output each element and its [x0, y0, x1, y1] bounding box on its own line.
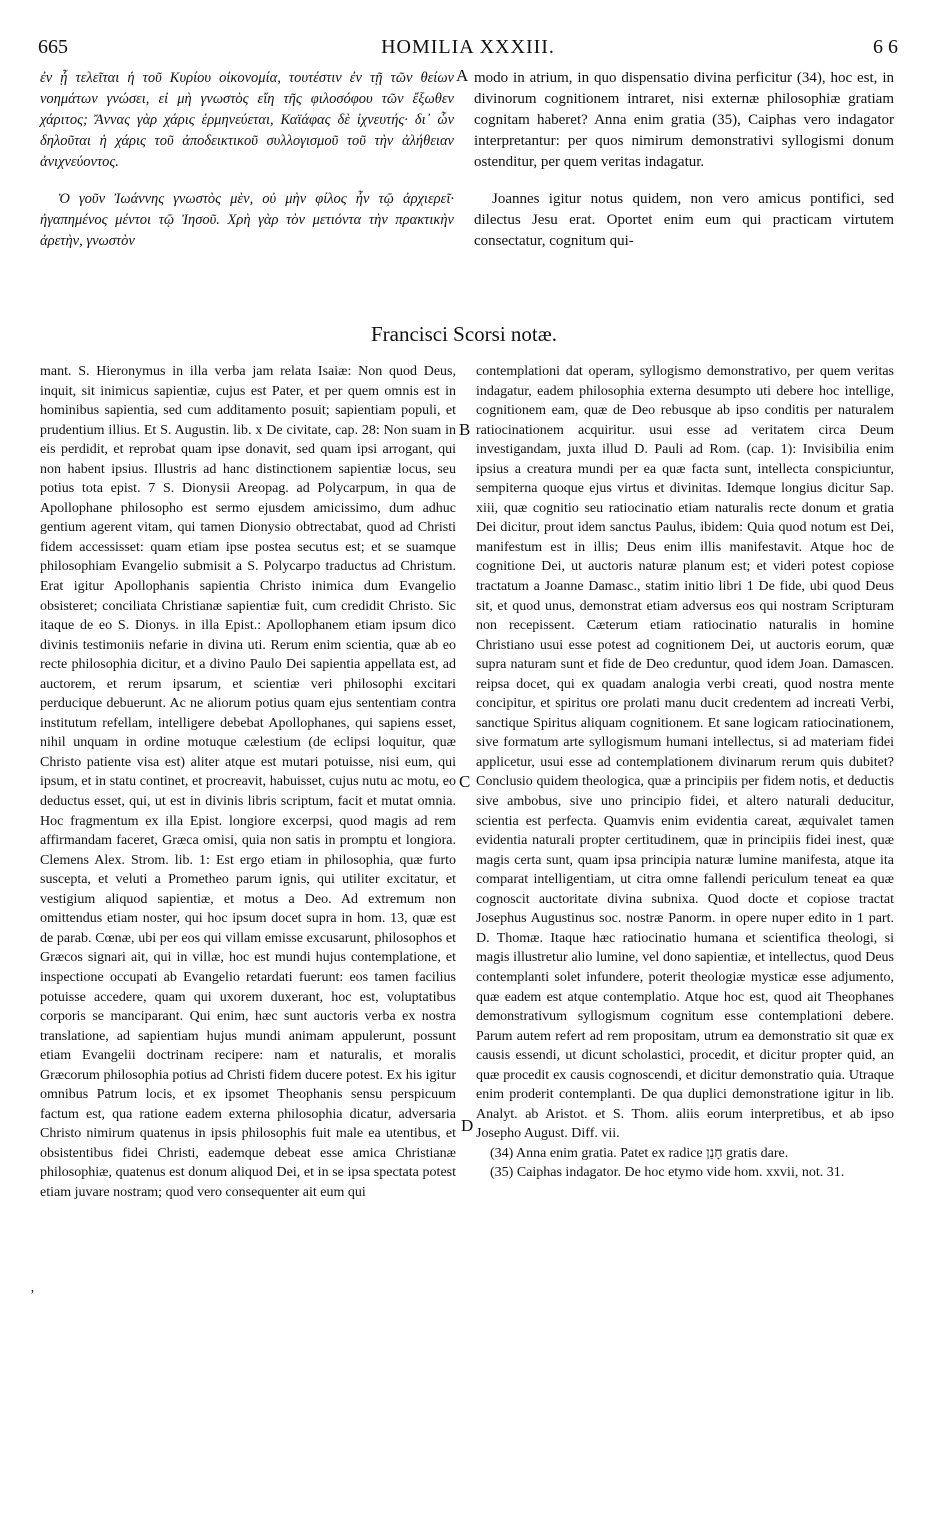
margin-letter-b: B [459, 420, 471, 439]
notes-heading: Francisci Scorsi notæ. [370, 322, 558, 346]
note-text-left: mant. S. Hieronymus in illa verba jam relata Isaiæ: Non quod Deus, inquit, sit inimicus sapientiæ, cujus est Pater, et per quem omnis est in hominibus sapientia, sed cum additamento posuit; sapientiam populi, et prudentium illius. Et S. Augustin. lib. x De civitate, cap. 28: Non suam in eis perdidit, et reprobat quam ipse donavit, sed quam ipsi arrogant, qui non habent ipsius. Illustris ad hanc distinctionem sapientiæ locus, seu potius tota epist. 7 S. Dionysii Areopag. ad Polycarpum, in qua de Apollophane philosopho est sermo ejusdem amicissimo, dum adhuc gentium agerent vitam, qui tamen Dionysio obtrectabat, quod ad Christi fidem accessisset: quam etiam ipse postea secutus est; et se suamque philosophiam Evangelio submisit a S. Polycarpo traductus ad Christum. Erat igitur Apollophanis sapientia Christo inimica dum Evangelio obsisteret; conciliata Christianæ sapientiæ fuit, cum credidit Christo. Sic itaque de eo S. Dionys. in illa Epist.: Apollophanem etiam ipsum dico divinis testimoniis nefarie in divina uti. Rerum enim scientia, quæ ab eo recte philosophia dicitur, et a divino Paulo Dei sapientia appellata est, ad auctorem, et rerum ipsarum, et scientiæ veri philosophi excitari perducique debuerunt. Ac ne aliorum potius quam ejus sententiam contra institutum refellam, intelligere debebat Apollophanes, qui sapiens esset, nihil unquam in ordine motuque cælestium (de eclipsi loquitur, quæ Christo patiente visa est) aliter atque est mutari potuisse, nisi eum, qui ipsum, et in statu continet, et procreavit, habuisset, cujus nutu ac motu, eo deductus esset, qui, ut est in divinis libris scriptum, facit et mutat omnia. Hoc fragmentum ex illa Epist. longiore excerpsi, quod magis ad rem affirmandam faceret, Græca omisi, quia non satis in promptu et longiora. Clemens Alex. Strom. lib. 1: Est ergo etiam in philosophia, quæ furto suscepta, et veluti a Prometheo parum ignis, qui utiliter excitatur, et vestigium aliquod sapientiæ, et motus a Deo. Ad extremum non omittendus etiam noster, qui hoc ipsum docet supra in hom. 13, quæ est de parab. Cœnæ, ubi per eos qui villam emisse excusarunt, philosophos et Græcos signari ait, qui in villæ, hoc est mundi hujus contemplatione, et inspectione occupati ab Evangelio retardati fuerunt: eos tamen facilius potuisse accedere, quam qui uxorem duxerant, hoc est, voluptatibus corporis se manciparant. Qui enim, hæc sunt auctoris verba ex nostra translatione, ad sapientiam hujus mundi animam appulerunt, possunt etiam Evangelii doctrinam recipere: nam et naturalis, et moralis Græcorum philosophia potius ad Christi fidem ducere potest. Ex his igitur omnibus Patrum locis, et ex ipsomet Theophanis sensu perspicuum factum est, qua ratione eadem externa philosophia dicatur, adversaria Christo nimirum quatenus in ipsis philosophis fuit male ea utentibus, et obsistentibus fidei Christi, eademque debeat esse amica Christianæ philosophiæ, quatenus est donum aliquod Dei, et in se ipsa spectata potest etiam juvare nostram; quod vero consequenter ait eum qui [40, 364, 456, 1200]
greek-column [40, 68, 454, 252]
margin-letter-a: A [456, 66, 469, 85]
notes-left-column [40, 362, 456, 1203]
latin-column [474, 68, 894, 252]
latin-paragraph: modo in atrium, in quo dispensatio divina perficitur (34), hoc est, in divinorum cognitionem intraret, nisi externæ philosophiæ gratiam cognitam haberet? Anna enim gratia (35), Caiphas vero indagator interpretantur: per quos nimirum demonstrativi syllogismi donum ostenditur, per quem veritas indagatur. [474, 70, 894, 170]
greek-paragraph: Ὁ γοῦν Ἰωάννης γνωστὸς μὲν, οὐ μὴν φίλος ἦν τῷ ἀρχιερεῖ· ἠγαπημένος μέντοι τῷ Ἰησοῦ. Χρὴ γὰρ τὸν μετιόντα τὴν πρακτικὴν ἀρετὴν, γνωστὸν [40, 191, 454, 249]
notes-right-column [476, 362, 894, 1183]
page-number-right: 6 6 [873, 36, 898, 58]
stray-ink-mark: ʼ [30, 1288, 35, 1303]
latin-paragraph: Joannes igitur notus quidem, non vero amicus pontifici, sed dilectus Jesu erat. Oportet enim eum qui practicam virtutem consectatur, cognitum qui- [474, 191, 894, 249]
running-header [38, 36, 898, 60]
footnote-34: (34) Anna enim gratia. Patet ex radice חָנַן gratis dare. [490, 1145, 789, 1161]
footnote-35: (35) Caiphas indagator. De hoc etymo vide hom. xxvii, not. 31. [490, 1165, 845, 1181]
page-title: HOMILIA XXXIII. [381, 36, 555, 58]
page-number: 665 [38, 36, 68, 58]
note-text-right: contemplationi dat operam, syllogismo demonstrativo, per quem veritas indagatur, eadem philosophia externa desumpto uti debere hoc intellige, cognitionem eam, quæ de Deo rebusque ab ipso conditis per naturalem ratiocinationem acquiritur. usui esse ad veritatem circa Deum investigandam, juxta illud D. Pauli ad Rom. (cap. 1): Invisibilia enim ipsius a creatura mundi per ea quæ facta sunt, intellecta conspiciuntur, sempiterna quoque ejus virtus et divinitas. Idemque longius dicitur Sap. xiii, quæ cognitio seu ratiocinatio etiam naturalis recte donum et gratia Dei dicitur, prout idem sanctus Paulus, ibidem: Quia quod notum est Dei, manifestum est in illis; Deus enim illis manifestavit. Atque hoc de cognitione Dei, ut auctoris naturæ planum est; et videri potest copiose tractatum a Joanne Damasc., statim initio libri 1 De fide, ubi quod Deus sit, et quod unus, demonstrat etiam adversus eos qui nostram Scripturam non recepissent. Cæterum etiam ratiocinatio naturalis in homine Christiano usui esse potest ad cognitionem Dei, ut auctoris eorum, quæ supra naturam sunt et fide de Deo creduntur, quod idem Joan. Damascen. reipsa docet, qui ex quadam analogia verbi creati, quod nostra mente concipitur, et spiritus ore prolati manu ducit credentem ad increati Verbi, sanctique Spiritus aliquam cognitionem. Et sane logicam ratiocinationem, sive formatum arte syllogismum humani intellectus, si ad materiam fidei applicetur, usui esse ad contemplationem divinarum rerum quis dubitet? Conclusio quidem theologica, quæ a principiis per fidem notis, et deductis sive ambobus, sive uno principio fidei, et altero naturali deducitur, scientia est perfecta. Quamvis enim evidentia careat, æquivalet tamen evidentia naturali propter certitudinem, quæ in principiis fidei inest, quæ magis certa sunt, quam ipsa principia naturæ lumine manifesta, atque ita comparat intelligentiam, ut citra omne fallendi periculum teneat ea quæ cognoscit auctoritate divina subnixa. Quod docte et copiose tractat Josephus Augustinus soc. nostræ Panorm. in opere nuper edito in 1 part. D. Thomæ. Itaque hæc ratiocinatio humana et scientifica theologi, si magis illustretur alio lumine, vel dono sapientiæ, et intellectus, quod Deus contemplanti solet infundere, poterit theologiæ mysticæ esse adjumento, quæ eadem est atque contemplatio. Atque hoc est, quod ait Theophanes demonstrativum syllogismum cognitum esse contemplationi debere. Parum autem refert ad rem propositam, utrum ea demonstratio sit quæ ex causis essendi, ut dicunt scholastici, procedit, et dicitur propter quid, an quæ procedit ex causis cognoscendi, et dicitur demonstratio quia. Utraque enim proderit contemplanti. De qua duplici demonstratione igitur in lib. Analyt. ab Aristot. et S. Thom. aliis eorum interpretibus, et ab ipso Josepho August. Diff. vii. [476, 364, 894, 1142]
margin-letter-c: C [459, 772, 471, 791]
greek-paragraph: ἐν ᾗ τελεῖται ἡ τοῦ Κυρίου οἰκονομία, τουτέστιν ἐν τῇ τῶν θείων νοημάτων γνώσει, εἰ μὴ γνωστὸς εἴη τῆς φιλοσόφου τῶν ἔξωθεν χάριτος; Ἄννας γὰρ χάρις ἑρμηνεύεται, Καϊάφας δὲ ἰχνευτής· δι᾽ ὧν δηλοῦται ἡ χάρις τοῦ ἀποδεικτικοῦ συλλογισμοῦ τοῦ τὴν ἀλήθειαν ἀνιχνεύοντος. [40, 70, 454, 170]
margin-letter-d: D [461, 1116, 474, 1135]
